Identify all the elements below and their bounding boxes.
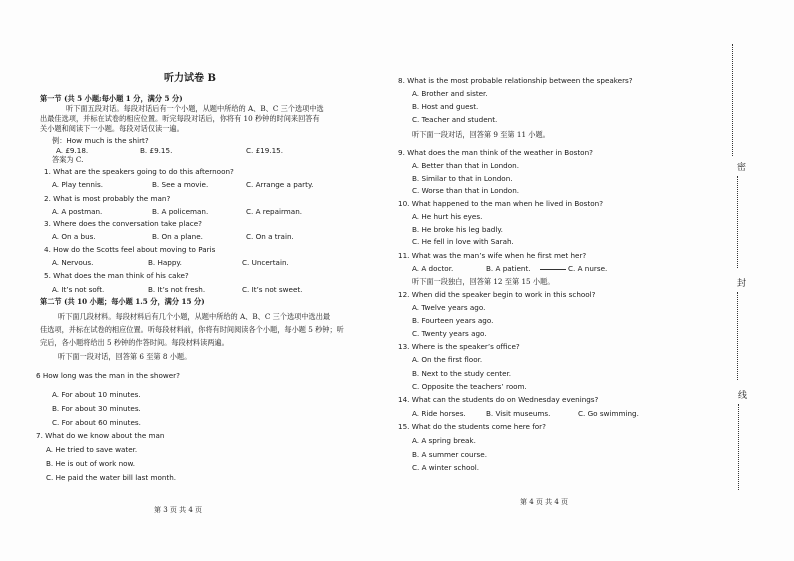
question-7: 7. What do we know about the man — [36, 431, 165, 440]
section1-heading: 第一节 (共 5 小题;每小题 1 分，满分 5 分) — [40, 94, 183, 103]
page-footer: 第 4 页 共 4 页 — [520, 498, 569, 506]
question-13: 13. Where is the speaker’s office? — [398, 342, 520, 351]
question-2: 2. What is most probably the man? — [44, 194, 171, 203]
q6-option-c: C. For about 60 minutes. — [52, 418, 141, 427]
q2-option-a: A. A postman. — [52, 207, 103, 216]
page-title: 听力试卷 B — [164, 73, 216, 84]
section1-instructions: 听下面五段对话。每段对话后有一个小题，从题中所给的 A、B、C 三个选项中选 — [66, 104, 324, 113]
question-12: 12. When did the speaker begin to work in this school? — [398, 290, 596, 299]
q11-option-c — [538, 264, 607, 273]
q14-option-c: C. Go swimming. — [578, 409, 639, 418]
example-answer: 答案为 C. — [52, 155, 84, 164]
q12-option-c: C. Twenty years ago. — [412, 329, 487, 338]
example-option-c: C. £19.15. — [246, 146, 284, 155]
q14-option-a: A. Ride horses. — [412, 409, 466, 418]
q11-option-b: B. A patient. — [486, 264, 531, 273]
direction-9-11: 听下面一段对话，回答第 9 至第 11 小题。 — [412, 130, 550, 139]
q4-option-b: B. Happy. — [148, 258, 182, 267]
q5-option-c: C. It’s not sweet. — [242, 285, 303, 294]
dotted-line — [737, 292, 738, 380]
q8-option-b: B. Host and guest. — [412, 102, 479, 111]
q6-option-b: B. For about 30 minutes. — [52, 404, 141, 413]
page-footer: 第 3 页 共 4 页 — [154, 506, 203, 514]
q7-option-a: A. He tried to save water. — [46, 445, 138, 454]
q12-option-a: A. Twelve years ago. — [412, 303, 486, 312]
q13-option-a: A. On the first floor. — [412, 355, 483, 364]
binding-char-xian: 线 — [738, 391, 748, 401]
example-option-a: A. £9.18. — [56, 146, 89, 155]
question-15: 15. What do the students come here for? — [398, 422, 546, 431]
question-11: 11. What was the man’s wife when he first met her? — [398, 251, 587, 260]
q3-option-c: C. On a train. — [246, 232, 294, 241]
q15-option-b: B. A summer course. — [412, 450, 487, 459]
q1-option-c: C. Arrange a party. — [246, 180, 314, 189]
section2-instructions: 听下面几段材料。每段材料后有几个小题，从题中所给的 A、B、C 三个选项中选出最 — [58, 312, 331, 321]
binding-char-feng: 封 — [737, 279, 747, 289]
question-14: 14. What can the students do on Wednesday evenings? — [398, 395, 599, 404]
scribble-mark — [540, 269, 566, 270]
section2-heading: 第二节 (共 10 小题；每小题 1.5 分，满分 15 分) — [40, 297, 205, 306]
q9-option-c: C. Worse than that in London. — [412, 186, 520, 195]
section1-instructions: 出最佳选项，并标在试卷的相应位置。听完每段对话后，你将有 10 秒钟的时间来回答有 — [40, 114, 320, 123]
q11-option-c-label: C. A nurse. — [568, 264, 608, 273]
q7-option-b: B. He is out of work now. — [46, 459, 136, 468]
dotted-line — [737, 176, 738, 268]
q3-option-a: A. On a bus. — [52, 232, 96, 241]
q5-option-b: B. It’s not fresh. — [148, 285, 206, 294]
q2-option-c: C. A repairman. — [246, 207, 303, 216]
q11-option-a: A. A doctor. — [412, 264, 454, 273]
q4-option-a: A. Nervous. — [52, 258, 94, 267]
question-5: 5. What does the man think of his cake? — [44, 271, 189, 280]
q13-option-c: C. Opposite the teachers’ room. — [412, 382, 527, 391]
section2-instructions: 佳选项，并标在试卷的相应位置。听每段材料前，你将有时间阅读各个小题，每小题 5 秒钟；听 — [40, 325, 344, 334]
section2-direction: 听下面一段对话，回答第 6 至第 8 小题。 — [58, 352, 192, 361]
section2-instructions: 完后，各小题将给出 5 秒钟的作答时间。每段材料读两遍。 — [40, 338, 229, 347]
question-1: 1. What are the speakers going to do this afternoon? — [44, 167, 234, 176]
q3-option-b: B. On a plane. — [152, 232, 203, 241]
q9-option-a: A. Better than that in London. — [412, 161, 519, 170]
q10-option-b: B. He broke his leg badly. — [412, 225, 503, 234]
direction-12-15: 听下面一段独白，回答第 12 至第 15 小题。 — [412, 277, 555, 286]
question-9: 9. What does the man think of the weather in Boston? — [398, 148, 593, 157]
q5-option-a: A. It’s not soft. — [52, 285, 105, 294]
q14-option-b: B. Visit museums. — [486, 409, 551, 418]
question-6: 6 How long was the man in the shower? — [36, 371, 180, 380]
q8-option-a: A. Brother and sister. — [412, 89, 488, 98]
q12-option-b: B. Fourteen years ago. — [412, 316, 494, 325]
q2-option-b: B. A policeman. — [152, 207, 209, 216]
q9-option-b: B. Similar to that in London. — [412, 174, 513, 183]
section1-instructions: 关小题和阅读下一小题。每段对话仅读一遍。 — [40, 124, 184, 133]
question-3: 3. Where does the conversation take place? — [44, 219, 202, 228]
q7-option-c: C. He paid the water bill last month. — [46, 473, 177, 482]
q10-option-a: A. He hurt his eyes. — [412, 212, 483, 221]
binding-char-mi: 密 — [737, 163, 747, 173]
q13-option-b: B. Next to the study center. — [412, 369, 512, 378]
q6-option-a: A. For about 10 minutes. — [52, 390, 141, 399]
question-10: 10. What happened to the man when he lived in Boston? — [398, 199, 604, 208]
question-4: 4. How do the Scotts feel about moving to Paris — [44, 245, 216, 254]
q15-option-a: A. A spring break. — [412, 436, 476, 445]
dotted-line — [738, 404, 739, 490]
example-option-b: B. £9.15. — [140, 146, 173, 155]
q4-option-c: C. Uncertain. — [242, 258, 289, 267]
q10-option-c: C. He fell in love with Sarah. — [412, 237, 514, 246]
q15-option-c: C. A winter school. — [412, 463, 480, 472]
q8-option-c: C. Teacher and student. — [412, 115, 498, 124]
example-question: 例：How much is the shirt? — [52, 136, 149, 145]
dotted-line — [732, 44, 733, 156]
question-8: 8. What is the most probable relationship between the speakers? — [398, 76, 633, 85]
q1-option-a: A. Play tennis. — [52, 180, 104, 189]
q1-option-b: B. See a movie. — [152, 180, 209, 189]
